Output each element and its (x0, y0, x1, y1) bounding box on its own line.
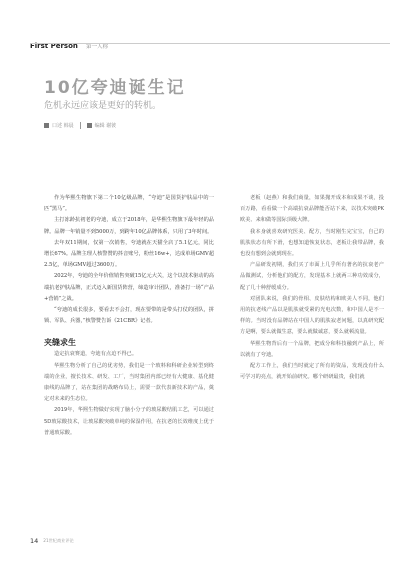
intro-paragraph: 去年双11期间，仅第一次销售，夸迪就在天猫全店了5.1亿元，同比增长67%。品牌主理人核警赞的抖音账号，粉丝16w+，达成单场GMV超2.5亿，单场GMV超过3600万。 (44, 239, 214, 269)
writer-icon (44, 123, 49, 128)
header-divider (30, 43, 390, 44)
byline-divider (80, 122, 81, 129)
intro-paragraph: 主打冻龄抗初老的夸迪，成立于2018年，是华熙生物旗下最年轻的品牌。品牌一年销量不到5000万，到跨年10亿品牌体系，只用了3年时间。 (44, 217, 214, 235)
intro-paragraph: 2022年，夸迪的全年价值销售突破15亿元大关，这个以技术驱动的高端抗老护肤品牌，正式迈入新国货阵营，缔造审计团队，准备打一场“产品+营销”之战。 (44, 273, 214, 302)
page-number: 14 (30, 537, 39, 545)
byline-writer: 口述 韩晨 (52, 123, 74, 129)
body-paragraph: 产品研发初期，我们买了市面上几乎所有著名的抗衰老产品做测试，分析他们的配方，发现基本上就两三种功效成分，配了几十种舒缓成分。 (240, 262, 384, 291)
body-paragraph: 我本身就喜欢研究医美、配方，当时刚生完宝宝，自己的肌肤状态有所下滑，也想知道恢复状态，老板让我带品牌，我也没有想到会就到现在。 (240, 228, 384, 258)
body-paragraph: 对团队来说，我们的骨相、皮肤结构和欧美人不同，他们用的抗老线产品以是肌肤就受紧的光电次数，和中国人是不一样的。当时没有品牌站在中国人的肌肤寂老问题，以真研究配方是啊，要么就做生意，要么就做诚意，要么就顿流量。 (240, 295, 384, 336)
body-paragraph: 2019年，华熙生物做好实现了脑小分子的玻尿酸结肌工艺，可以通过5D玻尿酸技术，让玻尿酸突破单纯的保湿作用，在抗老的长效维度上优于普通玻尿酸。 (44, 407, 214, 436)
intro-paragraph: “夸迪的成长很多，要看去不会打，现在要带的是带头打仗的团队，拼锁、军队、兵器，”核警赞告诉《21CBR》记者。 (44, 307, 214, 325)
section-heading: 夹缝求生 (44, 338, 76, 348)
body-paragraph: 配方工作上，我们当时就定了所有的资品，发现没有什么可学习的亮点，就开始前研究。哪个研研最贵，我们就 (240, 363, 384, 381)
page-footer (30, 537, 74, 545)
body-paragraph: 造定抗衰赛道，夸迪有点迫不得已。 (54, 351, 138, 358)
intro-paragraph: 作为华熙生物旗下第二个10亿级品牌，“夸迪”是国货护肤品中的一匹“黑马”。 (44, 195, 214, 213)
left-column (44, 193, 214, 439)
editor-icon (87, 123, 92, 128)
body-paragraph: 华熙生物分析了自己的优劣势，我们是一个玻料和科研企业转型到终端的企业，擅长技术、研发、工厂，当时集团内部已经有大健康、基化健康线的品牌了，站在集团的战略布局上，需要一款代表新技术的产品，奠定对未来的生态位。 (44, 362, 214, 403)
right-column (240, 193, 384, 383)
publication-name: 21世纪商业评论 (43, 538, 74, 543)
article-subtitle: 危机永远应该是更好的转机。 (44, 101, 162, 111)
article-title: 10亿夸迪诞生记 (44, 78, 186, 98)
body-paragraph: 华熙生物背后有一个品牌，把成分和科技融到产品上，所以就有了夸迪。 (240, 340, 384, 358)
byline-editor: 编辑 谢彼 (94, 123, 117, 129)
section-label-en: First Person (30, 42, 78, 50)
section-label-cn: 第一人称 (85, 44, 108, 50)
byline (44, 122, 116, 129)
body-paragraph: 老板（赵燕）和我们商量，如果抛开成本和成果不谈，投百万路，看看做一个高端抗衰品牌能否站下来，以技术突破PK欧美、来和做等国际顶级大牌。 (240, 195, 384, 224)
